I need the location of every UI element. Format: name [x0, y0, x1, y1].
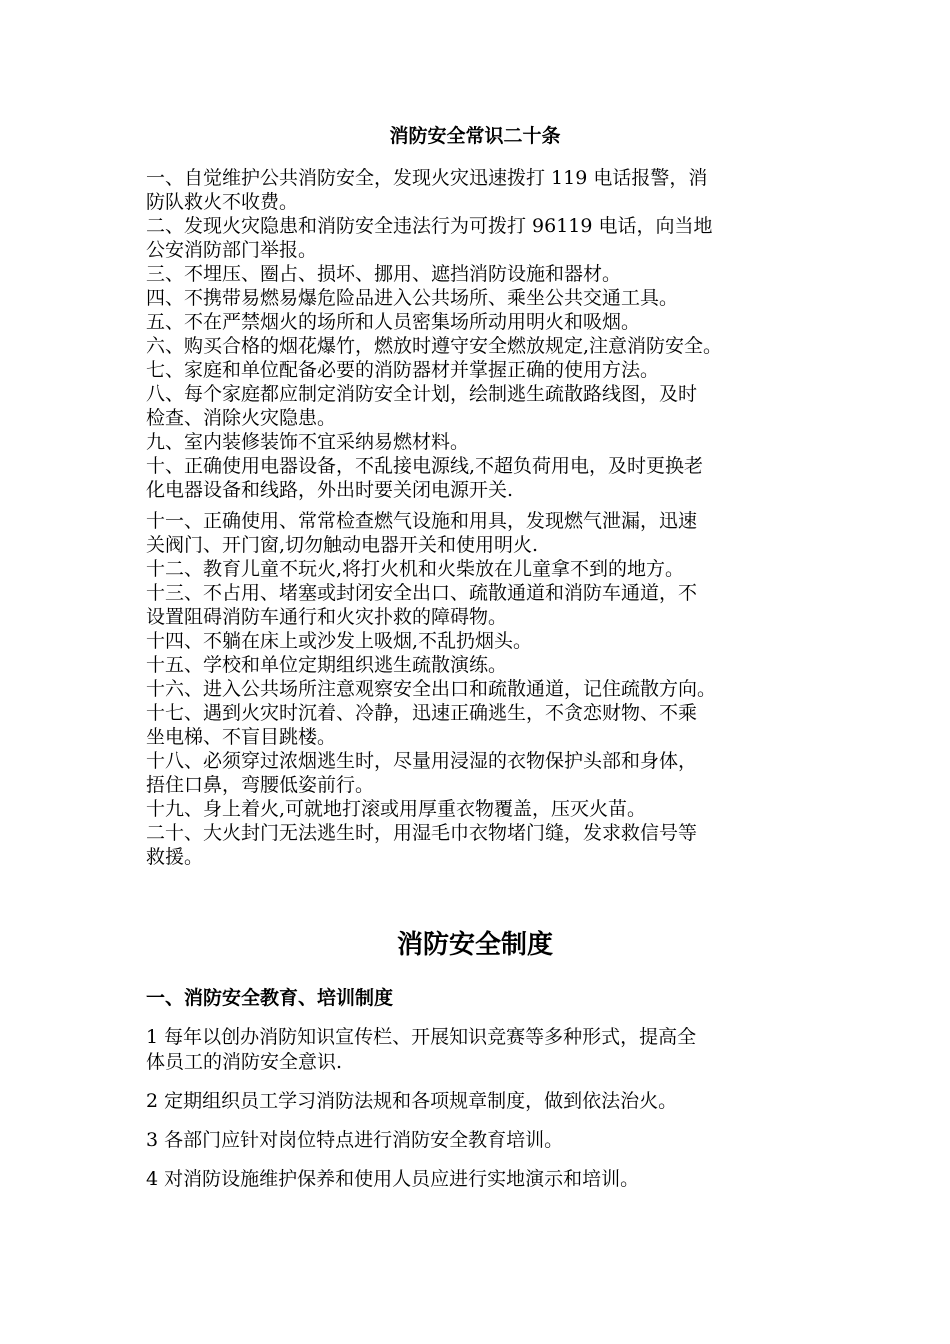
fire-safety-rules-list: [146, 166, 826, 869]
section-item-line: 1 每年以创办消防知识宣传栏、开展知识竞赛等多种形式，提高全: [146, 1026, 697, 1048]
rule-item: [146, 677, 826, 701]
system-title: 消防安全制度: [396, 930, 553, 960]
rule-line: 二、发现火灾隐患和消防安全违法行为可拨打 96119 电话，向当地: [146, 215, 713, 237]
section-items: [146, 1025, 826, 1206]
section-item: [146, 1089, 826, 1114]
rule-item: [146, 701, 826, 749]
rule-item: [146, 557, 826, 581]
rule-item: [146, 749, 826, 797]
rule-line: 捂住口鼻，弯腰低姿前行。: [146, 774, 375, 796]
rule-item: [146, 382, 826, 430]
document-title: 消防安全常识二十条: [389, 125, 561, 147]
section-item: [146, 1128, 826, 1153]
rule-line: 七、家庭和单位配备必要的消防器材并掌握正确的使用方法。: [146, 359, 660, 381]
rule-line: 十六、进入公共场所注意观察安全出口和疏散通道，记住疏散方向。: [146, 678, 717, 700]
rule-line: 十九、身上着火,可就地打滚或用厚重衣物覆盖，压灭火苗。: [146, 798, 647, 820]
rule-line: 四、不携带易燃易爆危险品进入公共场所、乘坐公共交通工具。: [146, 287, 679, 309]
section-item: [146, 1025, 826, 1075]
rule-item: [146, 334, 826, 358]
section-item-line: 2 定期组织员工学习消防法规和各项规章制度，做到依法治火。: [146, 1090, 678, 1112]
rule-line: 一、自觉维护公共消防安全，发现火灾迅速拨打 119 电话报警，消: [146, 167, 708, 189]
rule-item: [146, 821, 826, 869]
rule-item: [146, 262, 826, 286]
rule-line: 五、不在严禁烟火的场所和人员密集场所动用明火和吸烟。: [146, 311, 641, 333]
rule-item: [146, 286, 826, 310]
rule-line: 化电器设备和线路，外出时要关闭电源开关.: [146, 479, 514, 501]
section-item: [146, 1167, 826, 1192]
rule-item: [146, 214, 826, 262]
rule-line: 设置阻碍消防车通行和火灾扑救的障碍物。: [146, 606, 508, 628]
rule-item: [146, 629, 826, 653]
rule-line: 八、每个家庭都应制定消防安全计划，绘制逃生疏散路线图，及时: [146, 383, 698, 405]
rule-line: 坐电梯、不盲目跳楼。: [146, 726, 337, 748]
rule-line: 防队救火不收费。: [146, 191, 299, 213]
rule-item: [146, 509, 826, 557]
section-item-line: 3 各部门应针对岗位特点进行消防安全教育培训。: [146, 1129, 564, 1151]
rule-line: 十二、教育儿童不玩火,将打火机和火柴放在儿童拿不到的地方。: [146, 558, 685, 580]
rule-line: 救援。: [146, 846, 204, 868]
rule-line: 十七、遇到火灾时沉着、冷静，迅速正确逃生，不贪恋财物、不乘: [146, 702, 698, 724]
rule-line: 公安消防部门举报。: [146, 239, 318, 261]
rule-line: 十五、学校和单位定期组织逃生疏散演练。: [146, 654, 508, 676]
rule-line: 十、正确使用电器设备，不乱接电源线,不超负荷用电，及时更换老: [146, 455, 704, 477]
rule-item: [146, 581, 826, 629]
rule-line: 十四、不躺在床上或沙发上吸烟,不乱扔烟头。: [146, 630, 533, 652]
rule-line: 九、室内装修装饰不宜采纳易燃材料。: [146, 431, 470, 453]
rule-item: [146, 310, 826, 334]
rule-line: 十一、正确使用、常常检查燃气设施和用具，发现燃气泄漏，迅速: [146, 510, 698, 532]
rule-item: [146, 430, 826, 454]
section-item-line: 4 对消防设施维护保养和使用人员应进行实地演示和培训。: [146, 1168, 640, 1190]
rule-item: [146, 358, 826, 382]
rule-item: [146, 797, 826, 821]
rule-line: 六、购买合格的烟花爆竹，燃放时遵守安全燃放规定,注意消防安全。: [146, 335, 723, 357]
section-item-line: 体员工的消防安全意识.: [146, 1051, 343, 1073]
rule-item: [146, 653, 826, 677]
rule-item: [146, 166, 826, 214]
rule-item: [146, 454, 826, 502]
rule-line: 十三、不占用、堵塞或封闭安全出口、疏散通道和消防车通道，不: [146, 582, 698, 604]
rule-line: 三、不埋压、圈占、损坏、挪用、遮挡消防设施和器材。: [146, 263, 622, 285]
rule-line: 检查、消除火灾隐患。: [146, 407, 337, 429]
rule-line: 十八、必须穿过浓烟逃生时，尽量用浸湿的衣物保护头部和身体，: [146, 750, 698, 772]
rule-line: 关阀门、开门窗,切勿触动电器开关和使用明火.: [146, 534, 539, 556]
section-heading: 一、消防安全教育、培训制度: [146, 987, 394, 1009]
rule-line: 二十、大火封门无法逃生时，用湿毛巾衣物堵门缝，发求救信号等: [146, 822, 698, 844]
